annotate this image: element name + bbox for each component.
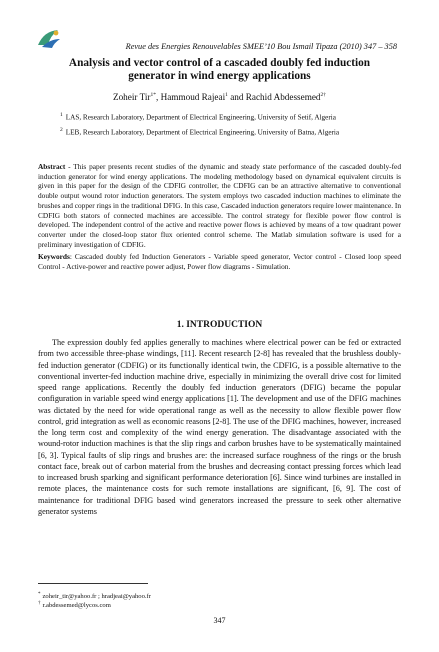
paper-title: Analysis and vector control of a cascaded doubly fed induction generator in wind energy applications (68, 57, 371, 82)
author-separator: and (227, 92, 246, 103)
author-superscript: 2† (320, 92, 327, 98)
affiliation-number: 1 (60, 112, 63, 118)
author-name: Zoheir Tir (112, 92, 151, 103)
author-superscript: 1* (150, 92, 156, 98)
journal-logo-icon (36, 27, 62, 49)
affiliation-text: LAS, Research Laboratory, Department of Electrical Engineering, University of Setif, Algeria (65, 113, 336, 122)
page-number: 347 (213, 616, 226, 625)
footnote-symbol: † (38, 601, 41, 606)
abstract-text: - This paper presents recent studies of the dynamic and steady state performance of the cascaded doubly-fed induction generator for wind energy applications. The modeling methodology based on dynamical equivalent circuits is given in this paper for the design of the CDFIG controller, the CDFIG can be an attractive alternative to conventional double output wound rotor induction generators. The system employs two cascaded induction machines to eliminate the brushes and copper rings in the traditional DFIG. In this case, Cascaded induction generators require lower maintenance. In CDFIG both stators of connected machines are accessible. The control strategy for flexible power flow control is developed. The independent control of the active and reactive power flows is achieved by means of a tow quadrant power converter under the closed-loop stator flux oriented control scheme. The Matlab simulation software is used for a preliminary investigation of CDFIG. (38, 162, 401, 249)
section-heading: 1. INTRODUCTION (176, 320, 263, 330)
footnote-divider (38, 583, 148, 584)
affiliation (60, 126, 389, 137)
journal-header: Revue des Energies Renouvelables SMEE’10 Bou Ismail Tipaza (2010) 347 – 358 (125, 42, 397, 51)
footnote-email[interactable]: zoheir_tir@yahoo.fr ; hradjeai@yahoo.fr (42, 593, 151, 601)
abstract (38, 162, 401, 249)
affiliation-text: LEB, Research Laboratory, Department of Electrical Engineering, University of Batna, Algeria (65, 128, 340, 137)
author-list (0, 92, 439, 102)
intro-paragraph: The expression doubly fed applies generally to machines where electrical power can be fed or extracted from two accessible three-phase windings, [11]. Recent research [2-8] has revealed that the brushless doubly-fed induction generator (CDFIG) or its functionally identical twin, the CDFIG, is a possible alternative to the conventional inverter-fed induction machine drive, especially in minimizing the overall drive cost for limited speed range applications. Recently the doubly fed induction generators (DFIG) became the popular configuration in variable speed wind energy applications [1]. The development and use of the DFIG machines was dictated by the need for wide operational range as well as the necessity to allow flexible power flow control, grid integration as well as economic reasons [2-8]. The use of the DFIG machines, however, increased the long term cost and complexity of the wind energy generation. The disadvantage associated with the wound-rotor induction machines is that the slip rings and carbon brushes have to be systematically maintained [6, 3]. Typical faults of slip rings and brushes are: the increased surface roughness of the rings or the brush contact face, break out of carbon material from the brushes and decreasing contact pressing forces which lead to increased brush sparking and significant performance deterioration [6]. Since wind turbines are installed in remote places, the maintenance costs for such remote installations are significant, [6, 9]. The cost of maintenance for traditional DFIG based wind generators increased the pressure to seek other alternative generator systems (38, 338, 401, 516)
footnote (38, 600, 111, 610)
abstract-label: Abstract (38, 162, 66, 171)
author-superscript: 1 (225, 92, 228, 98)
keywords (38, 252, 401, 271)
affiliation (60, 111, 389, 122)
affiliation-number: 2 (60, 127, 63, 133)
keywords-label: Keywords (38, 252, 70, 261)
author-name: Rachid Abdessemed (245, 92, 321, 103)
author-name: Hammoud Rajeai (160, 92, 226, 103)
footnote-email[interactable]: r.abdessemed@lycos.com (42, 602, 111, 610)
footnote-symbol: * (38, 592, 41, 597)
author-separator: , (156, 92, 161, 103)
keywords-text: : Cascaded doubly fed Induction Generators - Variable speed generator, Vector control - Closed loop speed Control - Active-power and reactive power adjust, Power flow diagrams - Simulation. (38, 252, 401, 271)
